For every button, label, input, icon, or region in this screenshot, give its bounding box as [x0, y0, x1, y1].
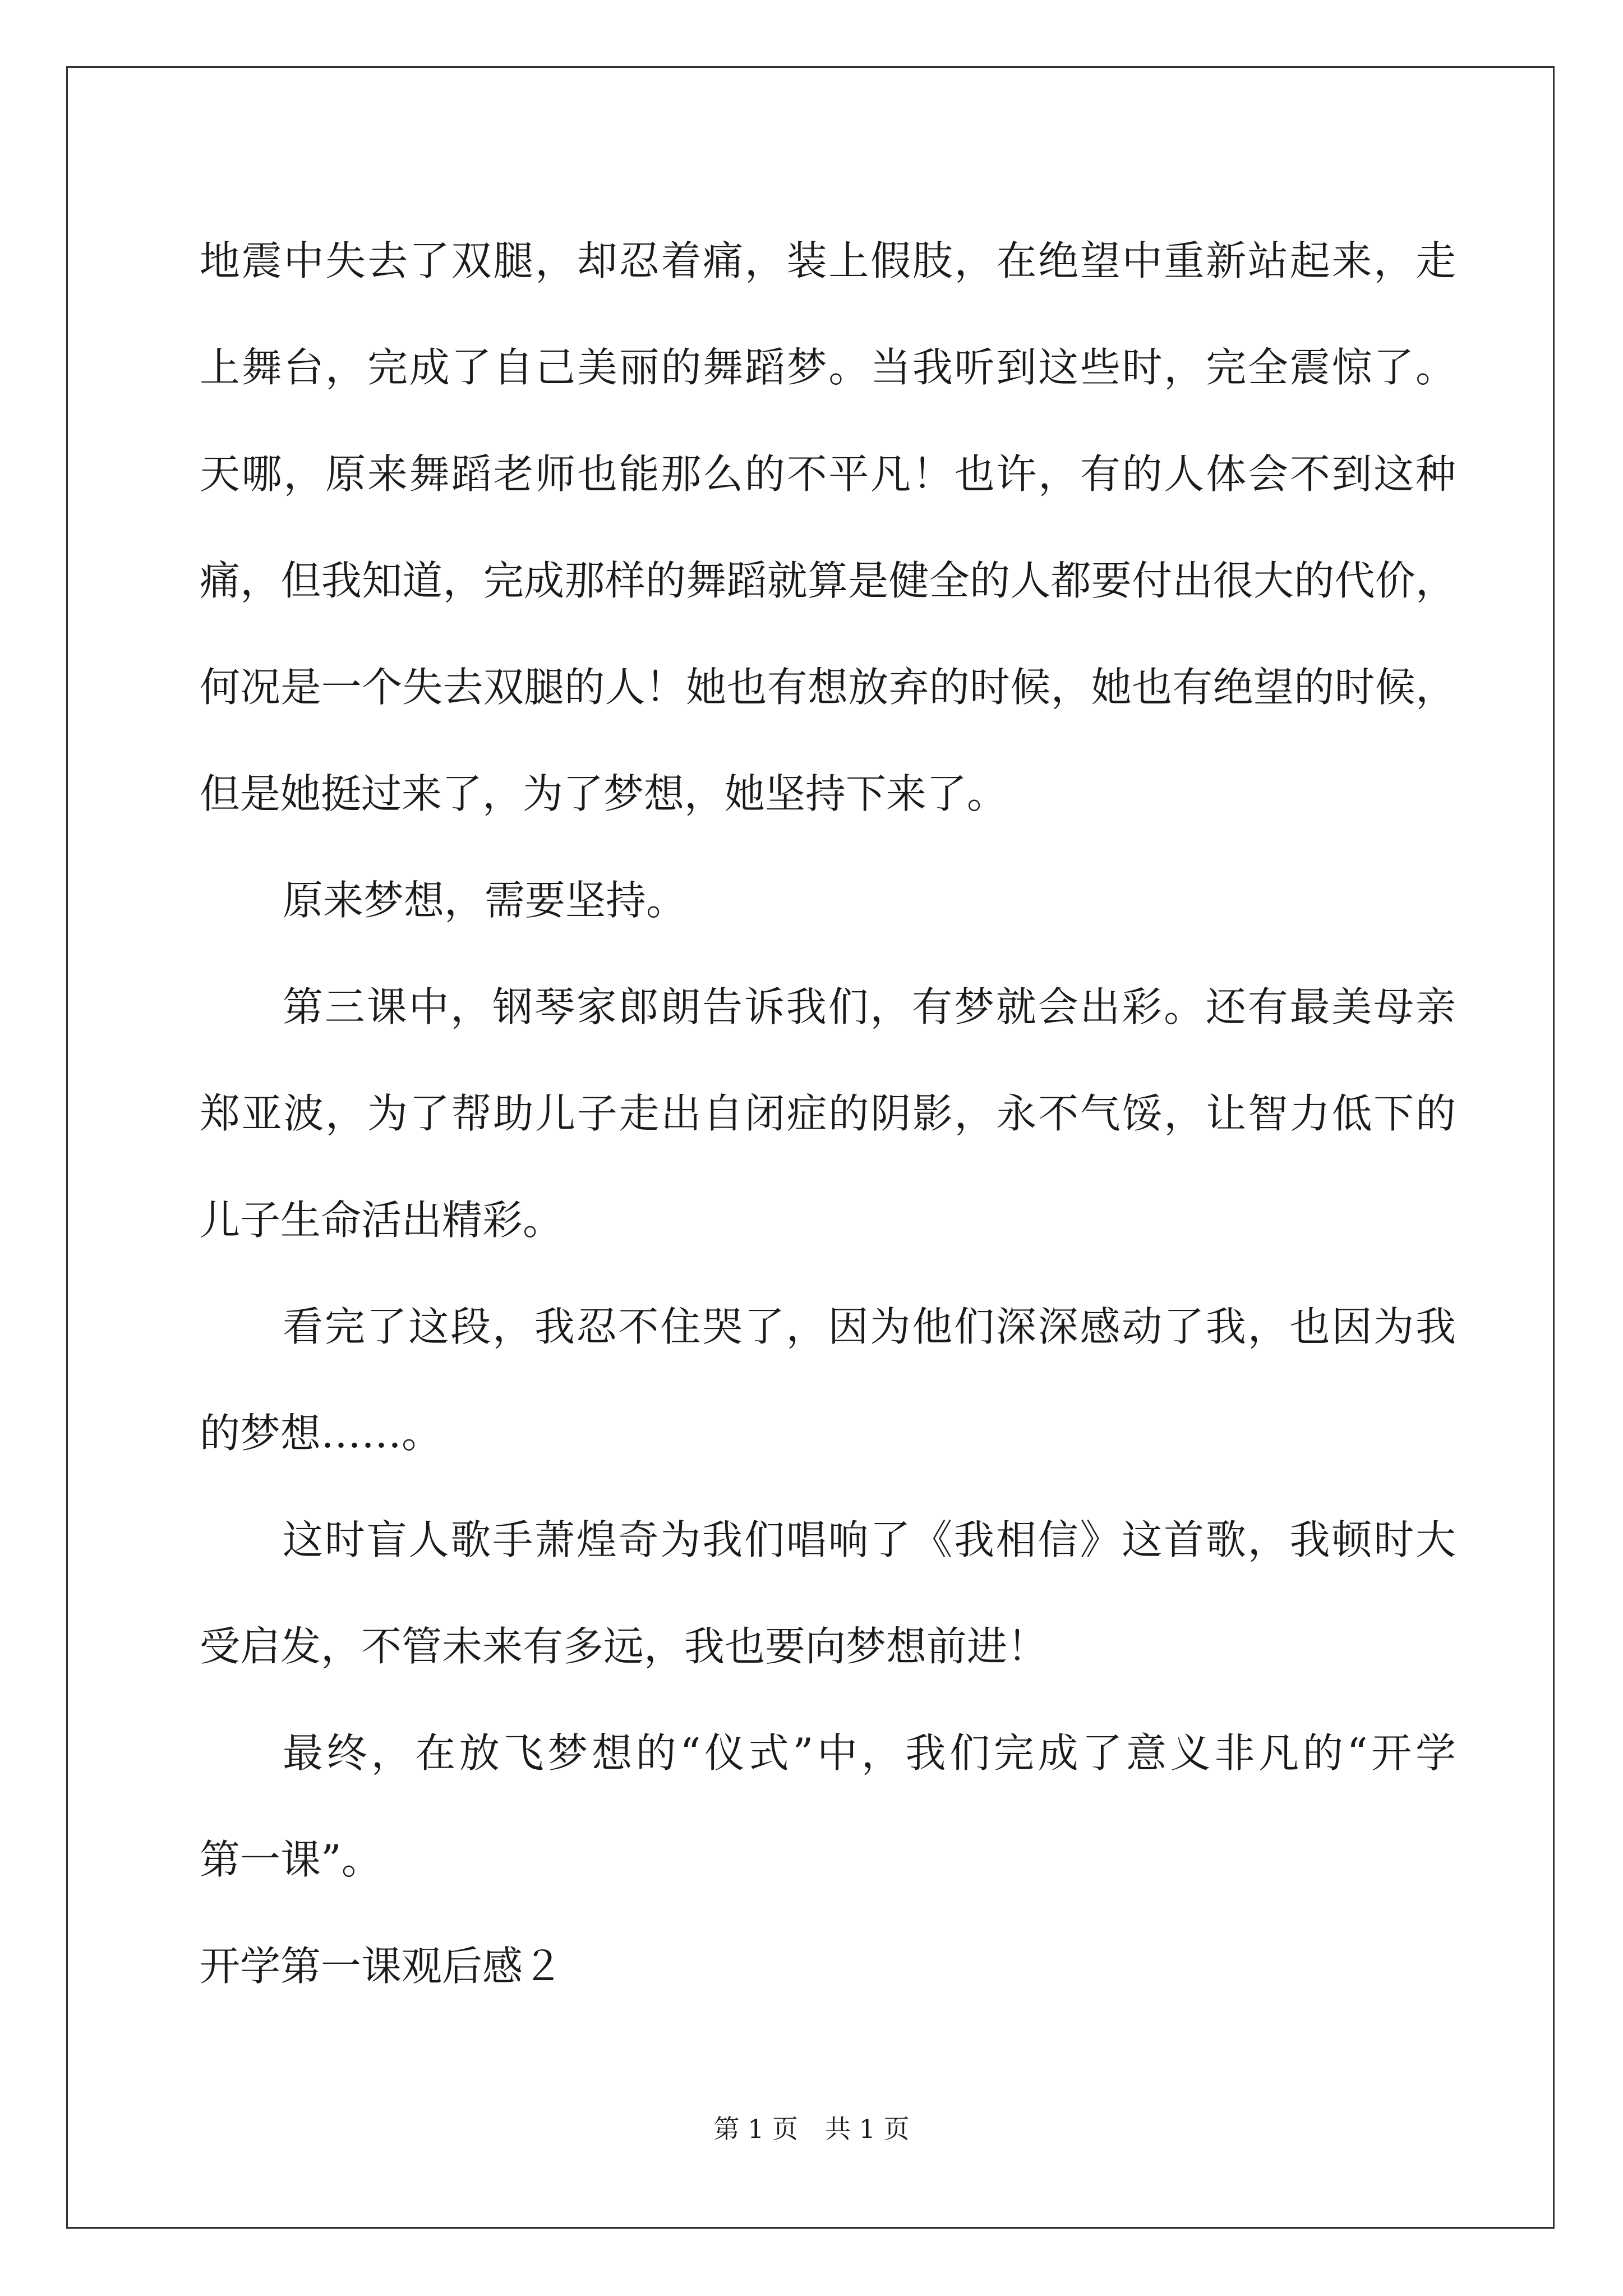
text-line-6: 但是她挺过来了，为了梦想，她坚持下来了。 — [200, 770, 1008, 817]
text-line-3: 天哪，原来舞蹈老师也能那么的不平凡！也许，有的人体会不到这种 — [200, 450, 1456, 498]
page-number: 第 1 页 — [713, 2114, 798, 2144]
page-total: 共 1 页 — [825, 2114, 910, 2144]
text-line-11: 看完了这段，我忍不住哭了，因为他们深深感动了我，也因为我 — [283, 1303, 1456, 1350]
text-line-7: 原来梦想，需要坚持。 — [283, 877, 687, 924]
text-line-13: 这时盲人歌手萧煌奇为我们唱响了《我相信》这首歌，我顿时大 — [283, 1516, 1456, 1563]
text-line-9: 郑亚波，为了帮助儿子走出自闭症的阴影，永不气馁，让智力低下的 — [200, 1090, 1456, 1137]
text-line-4: 痛，但我知道，完成那样的舞蹈就算是健全的人都要付出很大的代价， — [200, 557, 1456, 604]
text-line-2: 上舞台，完成了自己美丽的舞蹈梦。当我听到这些时，完全震惊了。 — [200, 344, 1456, 391]
text-line-12: 的梦想……。 — [200, 1410, 442, 1457]
text-line-5: 何况是一个失去双腿的人！她也有想放弃的时候，她也有绝望的时候， — [200, 664, 1456, 711]
text-line-15: 最终，在放飞梦想的“仪式”中，我们完成了意义非凡的“开学 — [283, 1729, 1456, 1777]
text-line-10: 儿子生命活出精彩。 — [200, 1197, 564, 1244]
document-body — [200, 208, 1456, 2019]
text-line-1: 地震中失去了双腿，却忍着痛，装上假肢，在绝望中重新站起来，走 — [200, 237, 1456, 284]
text-line-14: 受启发，不管未来有多远，我也要向梦想前进！ — [200, 1623, 1048, 1670]
text-line-8: 第三课中，钢琴家郎朗告诉我们，有梦就会出彩。还有最美母亲 — [283, 983, 1456, 1030]
page-footer — [0, 2112, 1623, 2146]
section-heading: 开学第一课观后感２ — [200, 1943, 564, 1990]
text-line-16: 第一课”。 — [200, 1836, 382, 1883]
